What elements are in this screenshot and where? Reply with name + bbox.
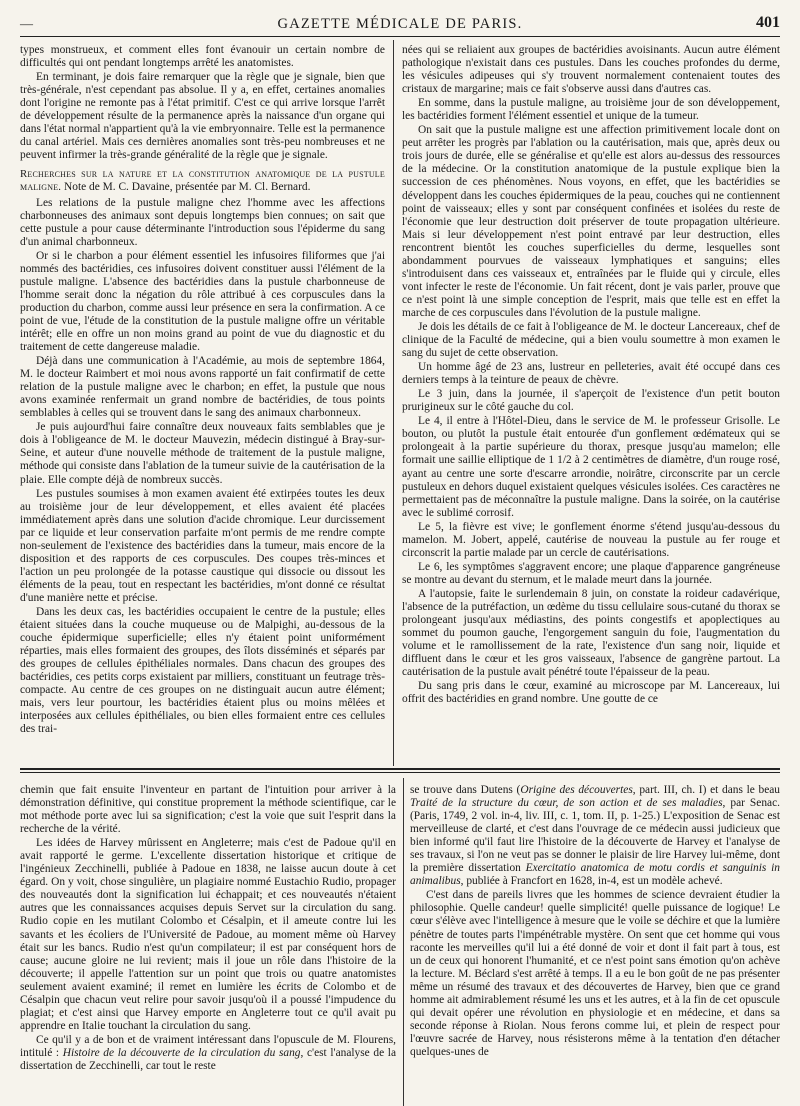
running-header	[20, 14, 780, 37]
book-title: Exercitatio anatomica de motu cordis et sanguinis in animalibus	[410, 862, 780, 888]
text-run: , part. III, ch. I) et dans le beau	[632, 784, 780, 796]
paragraph: Les relations de la pustule maligne chez l'homme avec les affections charbonneuses des animaux sont depuis longtemps bien connues; on sait que cette pustule a pour cause déterminante l'introduction sous l'épiderme du sang d'un animal charbonneux.	[20, 196, 385, 248]
column-rule-bottom	[403, 778, 404, 1106]
text-run: , c'est l'analyse de la dissertation de Zecchinelli, car tout le reste	[20, 1046, 396, 1072]
header-left-mark: —	[20, 16, 33, 31]
article-column-right	[402, 44, 780, 762]
paragraph: Les idées de Harvey mûrissent en Angleterre; mais c'est de Padoue qu'il en avait rapporté le germe. L'excellente dissertation historique et critique de l'ingénieux Zecchinelli, publiée à Padoue en 1838, ne laisse aucun doute à cet égard. On y voit, chose singulière, un plagiaire nommé Eustachio Rudio, propager des nouveautés dont la signification lui échappait; et ces nouveautés n'étaient autres que les connaissances acquises depuis Servet sur la circulation du sang. Rudio copie en les mutilant Colombo et Césalpin, et il ameute contre lui les savants et les écoliers de l'Université de Padoue, au moment même où Harvey était sur les bancs. Rudio n'est qu'un compilateur; il est par conséquent hors de cause; aucune gloire ne lui revient; mais il joue un rôle dans l'histoire de la découverte; il appelle l'attention sur un point que trois ou quatre anatomistes seulement avaient examiné; il remet en lumière les écrits de Colombo et de Césalpin que chacun veut relire pour savoir jusqu'où il a poussé l'impudence du plagiat; et c'est ainsi que Harvey emporte en Angleterre tout ce qu'il avait pu apprendre en Italie touchant la circulation du sang.	[20, 837, 396, 1032]
section-divider-thick	[20, 768, 780, 770]
paragraph: En somme, dans la pustule maligne, au troisième jour de son développement, les bactéridies forment l'élément essentiel et unique de la tumeur.	[402, 97, 780, 123]
text-run: se trouve dans Dutens (	[410, 784, 521, 796]
paragraph: C'est dans de pareils livres que les hommes de science devraient étudier la philosophie. Quelle candeur! quelle simplicité! quelle puissance de logique! Le cœur s'élève avec l'intelligence à mesure que le voile se déchire et que la lumière pénètre de toutes parts l'impénétrable mystère. On sent que cet homme qui vous raconte les merveilles qu'il lui a été donné de voir et dont il fait part à tous, est un de ceux qui honorent l'humanité, et ce n'est point sans émotion qu'on achève la lecture. M. Béclard s'est arrêté à temps. Il a eu le bon goût de ne pas présenter même un résumé des travaux et des découvertes de Harvey, bien que ce grand homme ait admirablement résumé les uns et les autres, et à la fin de cet opuscule qui devait opérer une révolution en physiologie et en médecine, et dans sa seconde réponse à Riolan. Nous ferons comme lui, et plein de respect pour l'œuvre sacrée de Harvey, nous résisterons même à la tentation d'en détacher quelques-unes de	[410, 889, 780, 1058]
paragraph: Je puis aujourd'hui faire connaître deux nouveaux faits semblables que je dois à l'obligeance de M. le docteur Mauvezin, médecin distingué à Bray-sur-Seine, et auteur d'une nouvelle méthode de traitement de la pustule maligne, méthode qui consiste dans l'ablation de la tumeur suivie de la cautérisation de la plaie. Elle compte déjà de nombreux succès.	[20, 421, 385, 486]
paragraph: Le 3 juin, dans la journée, il s'aperçoit de l'existence d'un petit bouton prurigineux sur le côté gauche du col.	[402, 388, 780, 414]
text-run: , publiée à Francfort en 1628, in-4, est un modèle achevé.	[460, 875, 723, 888]
book-title: Histoire de la découverte de la circulation du sang	[62, 1046, 301, 1059]
paragraph: Déjà dans une communication à l'Académie, au mois de septembre 1864, M. le docteur Raimbert et moi nous avons rapporté un fait confirmatif de cette relation de la pustule maligne avec le charbon; en effet, la pustule que nous avons examinée renfermait un grand nombre de bactéridies, de tous points semblables à celles qui se trouvent dans le sang des animaux charbonneux.	[20, 355, 385, 420]
column-rule-top	[393, 40, 394, 766]
paragraph: Or si le charbon a pour élément essentiel les infusoires filiformes que j'ai nommés des bactéridies, ces infusoires doivent constituer aussi l'élément de la pustule maligne. L'absence des bactéridies dans la pustule charbonneuse de l'homme serait donc la négation du rôle attribué à ces corpuscules dans la production du charbon, comme aussi leur présence en sera la confirmation. A ce point de vue, l'étude de la constitution de la pustule maligne offre un véritable intérêt; elle en offre un non moins grand au point de vue du diagnostic et du traitement de cette dangereuse maladie.	[20, 249, 385, 354]
paragraph: types monstrueux, et comment elles font évanouir un certain nombre de difficultés qui ont pendant longtemps arrêté les anatomistes.	[20, 44, 385, 70]
article-heading-title: Recherches sur la nature et la constitution anatomique de la pustule maligne.	[20, 168, 385, 194]
page-number: 401	[756, 14, 780, 31]
article-column-left	[20, 44, 385, 762]
article-heading	[20, 168, 385, 194]
journal-title: GAZETTE MÉDICALE DE PARIS.	[277, 16, 523, 32]
book-title: Traité de la structure du cœur, de son action et de ses maladies	[410, 797, 723, 810]
feuilleton-column-left	[20, 784, 396, 1106]
paragraph: A l'autopsie, faite le surlendemain 8 juin, on constate la roideur cadavérique, l'absence de la putréfaction, un œdème du tissu cellulaire sous-cutané du thorax se prolongeant jusqu'aux médiastins, des points congestifs et apoplectiques au sommet du poumon gauche, l'engorgement sanguin du foie, l'augmentation du volume et le ramollissement de la rate, l'existence d'un sang noir, liquide et diffluent dans le cœur et les gros vaisseaux, l'absence de gangrène partout. La cautérisation de la pustule avait pénétré toute l'épaisseur de la peau.	[402, 587, 780, 679]
paragraph	[20, 1034, 396, 1073]
text-run: Ce qu'il y a de bon et de vraiment intéressant dans l'opuscule de M. Flourens, intitulé :	[20, 1033, 396, 1059]
paragraph: Un homme âgé de 23 ans, lustreur en pelleteries, avait été occupé dans ces derniers temps à la teinture de peaux de chèvre.	[402, 361, 780, 387]
paragraph	[410, 784, 780, 888]
paragraph: En terminant, je dois faire remarquer que la règle que je signale, bien que très-générale, n'est cependant pas absolue. Il y a, en effet, certaines anomalies dont l'origine ne remonte pas à l'état primitif. C'est ce qui arrive lorsque l'arrêt de développement résulte de la permanence après la naissance d'un organe qui dans l'état normal n'appartient qu'à la vie embryonnaire. Telle est la permanence du canal artériel. Mais ces dernières anomalies sont très-peu nombreuses et ne peuvent infirmer la très-grande généralité de la règle que je signale.	[20, 71, 385, 162]
paragraph: Les pustules soumises à mon examen avaient été extirpées toutes les deux au troisième jour de leur développement, et elles avaient été placées immédiatement après dans une solution d'acide chromique. Leur durcissement par ce liquide et leur conservation parfaite m'ont permis de me rendre compte non-seulement de l'existence des bactéridies dans la tumeur, mais encore de la disposition et des rapports de ces corpuscules. Des coupes très-minces et l'action un peu prolongée de la potasse caustique qui dissocie ou dissout les éléments de la peau, tout en respectant les bactéridies, m'ont donné ce résultat d'une manière nette et précise.	[20, 487, 385, 604]
paragraph: Le 5, la fièvre est vive; le gonflement énorme s'étend jusqu'au-dessous du mamelon. M. Jobert, appelé, cautérise de nouveau la pustule au fer rouge et circonscrit la partie malade par un cercle de cautérisations.	[402, 520, 780, 559]
feuilleton-column-right	[410, 784, 780, 1106]
text-run: , par Senac. (Paris, 1749, 2 vol. in-4, liv. III, c. 1, tom. II, p. 1-25.) L'exposition de Senac est merveilleuse de clarté, et c'est dans l'ouvrage de ce médecin aussi judicieux que bien informé qu'il faut lire l'histoire de la découverte de Harvey et l'analyse de ses travaux, si l'on ne veut pas se donner le plaisir de lire Harvey lui-même, dont la première dissertation	[410, 797, 780, 875]
paragraph: On sait que la pustule maligne est une affection primitivement locale dont on peut arrêter les progrès par l'ablation ou la cautérisation, mais que, après deux ou trois jours de durée, elle se généralise et qu'elle est alors au-dessus des ressources de la médecine. Or la constitution anatomique de la pustule explique bien la succession de ces phénomènes. Nous voyons, en effet, que les bactéridies se développent dans les couches épidermiques de la peau, couches qui ne contiennent point de vaisseaux; elles y sont par conséquent confinées et isolées du reste de l'économie que leur destruction doit préserver de toute propagation ultérieure. Mais si leur développement n'est point entravé par leur destruction, elles rencontrent bientôt les couches superficielles du derme, lesquelles sont abondamment pourvues de vaisseaux lymphatiques et sanguins; elles s'introduisent dans ces vaisseaux et, entraînées par le fluide qui y circule, elles vont infecter le reste de l'économie. Un fait récent, dont je vais parler, prouve que ce n'est point là une simple conception de l'esprit, mais que telle est en effet la marche de ces corpuscules dans l'évolution de la pustule maligne.	[402, 124, 780, 319]
section-divider-thin	[20, 772, 780, 773]
paragraph: chemin que fait ensuite l'inventeur en partant de l'intuition pour arriver à la démonstration définitive, qui constitue proprement la méthode scientifique, car le mot méthode porte avec lui sa signification; c'est la voie que suit l'esprit dans la recherche de la vérité.	[20, 784, 396, 836]
book-title: Origine des découvertes	[520, 784, 633, 796]
paragraph: Dans les deux cas, les bactéridies occupaient le centre de la pustule; elles étaient situées dans la couche muqueuse ou de Malpighi, au-dessous de la couche épidermique superficielle; elles n'y étaient point uniformément réparties, mais elles formaient des groupes, des îlots disséminés et séparés par des groupes de cellules épithéliales normales. Dans chacun des groupes des bactéridies, ces petits corps existaient par milliers, constituant un feutrage très-compacte. Au centre de ces groupes on ne distinguait aucun autre élément; mais, vers leur pourtour, les bactéridies étaient plus ou moins mêlées et interposées aux cellules épithéliales, ou bien elles formaient entre ces cellules des trai-	[20, 605, 385, 736]
paragraph: Le 6, les symptômes s'aggravent encore; une plaque d'apparence gangréneuse se montre au devant du sternum, et le malade meurt dans la journée.	[402, 560, 780, 586]
paragraph: Du sang pris dans le cœur, examiné au microscope par M. Lancereaux, lui offrit des bactéridies en grand nombre. Une goutte de ce	[402, 680, 780, 706]
paragraph: nées qui se reliaient aux groupes de bactéridies avoisinants. Aucun autre élément pathologique n'existait dans ces pustules. Dans les couches profondes du derme, les vésicules adipeuses qui s'y trouvent normalement contenaient toutes des cristaux de margarine; mais ce fait s'observe aussi dans d'autres cas.	[402, 44, 780, 96]
article-heading-author: Note de M. C. Davaine, présentée par M. Cl. Bernard.	[61, 181, 311, 194]
paragraph: Je dois les détails de ce fait à l'obligeance de M. le docteur Lancereaux, chef de clinique de la Faculté de médecine, qui a bien voulu soumettre à mon examen le sang du sujet de cette observation.	[402, 320, 780, 360]
paragraph: Le 4, il entre à l'Hôtel-Dieu, dans le service de M. le professeur Grisolle. Le bouton, ou plutôt la pustule était entourée d'un gonflement œdémateux qui se prolongeait à la partie supérieure du thorax, presque jusqu'au mamelon; elle formait une saillie elliptique de 1 1/2 à 2 centimètres de diamètre, d'un rouge rosé, ayant au centre une sorte d'escarre arrondie, noirâtre, circonscrite par un cercle pustuleux en dehors duquel existaient quelques vésicules isolées. Ces caractères ne permettaient pas de méconnaître la pustule maligne. Dans la soirée, on la cautérise avec le sublimé corrosif.	[402, 415, 780, 519]
